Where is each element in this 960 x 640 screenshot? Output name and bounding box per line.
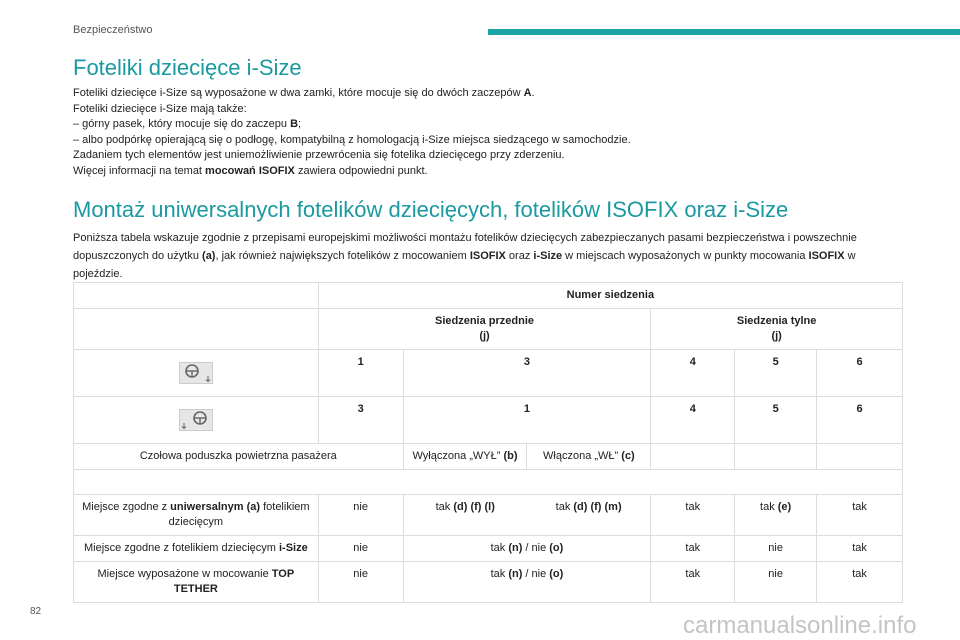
table-cell <box>74 350 319 397</box>
table-row <box>74 397 903 444</box>
table-cell <box>74 283 319 309</box>
front-seats-header: Siedzenia przednie (j) <box>318 309 651 350</box>
seat-number: 3 <box>318 397 403 444</box>
rear-seats-header: Siedzenia tylne (j) <box>651 309 903 350</box>
table-row <box>74 495 903 536</box>
table-cell: tak <box>817 536 903 562</box>
child-seat-table <box>73 282 903 603</box>
page-number: 82 <box>30 606 42 617</box>
section-title-isize: Foteliki dziecięce i-Size <box>73 55 302 80</box>
seat-number: 3 <box>403 350 651 397</box>
table-cell: tak (e) <box>735 495 817 536</box>
table-cell: tak <box>651 562 735 603</box>
table-row <box>74 309 903 350</box>
seat-number: 6 <box>817 397 903 444</box>
paragraph: Poniższa tabela wskazuje zgodnie z przepisami europejskimi możliwości montażu fotelików dziecięcych zabezpieczanych pasami bezpieczeństwa i powszechnie dopuszczonych do użytku (a), jak również największych fotelików z mocowaniem ISOFIX oraz i-Size w miejscach wyposażonych w punkty mocowania ISOFIX w pojeździe. <box>73 232 857 280</box>
table-cell: tak <box>651 495 735 536</box>
mounting-description <box>73 229 903 283</box>
table-cell: nie <box>318 562 403 603</box>
table-row <box>74 350 903 397</box>
section-accent-bar <box>488 29 960 35</box>
airbag-label: Czołowa poduszka powietrzna pasażera <box>74 444 404 470</box>
seat-number: 6 <box>817 350 903 397</box>
section-label: Bezpieczeństwo <box>73 24 153 36</box>
paragraph: Foteliki dziecięce i-Size są wyposażone w dwa zamki, które mocuje się do dwóch zaczepów A. <box>73 87 535 99</box>
table-row <box>74 444 903 470</box>
table-cell <box>74 397 319 444</box>
table-cell: tak <box>817 495 903 536</box>
row-label-universal: Miejsce zgodne z uniwersalnym (a) fotelikiem dziecięcym <box>74 495 319 536</box>
table-cell: tak (n) / nie (o) <box>403 536 651 562</box>
table-cell <box>74 309 319 350</box>
watermark: carmanualsonline.info <box>683 612 917 639</box>
table-cell <box>651 444 735 470</box>
table-row <box>74 562 903 603</box>
table-cell <box>817 444 903 470</box>
table-cell: tak (d) (f) (l) tak (d) (f) (m) <box>403 495 651 536</box>
paragraph: – górny pasek, który mocuje się do zaczepu B; <box>73 118 302 130</box>
seat-number: 4 <box>651 350 735 397</box>
isize-description <box>73 86 903 179</box>
airbag-off-cell: Wyłączona „WYŁ” (b) Włączona „WŁ” (c) <box>403 444 651 470</box>
paragraph: Foteliki dziecięce i-Size mają także: <box>73 102 247 115</box>
paragraph: – albo podpórkę opierającą się o podłogę, kompatybilną z homologacją i-Size miejsca siedzącego w samochodzie. <box>73 133 631 146</box>
table-cell <box>735 444 817 470</box>
table-cell: tak <box>817 562 903 603</box>
paragraph: Zadaniem tych elementów jest uniemożliwienie przewrócenia się fotelika dziecięcego przy zderzeniu. <box>73 149 565 161</box>
table-cell: nie <box>318 495 403 536</box>
seat-number: 5 <box>735 350 817 397</box>
table-row <box>74 536 903 562</box>
paragraph: Więcej informacji na temat mocowań ISOFIX zawiera odpowiedni punkt. <box>73 164 428 177</box>
seat-number: 1 <box>403 397 651 444</box>
table-cell: tak <box>651 536 735 562</box>
table-cell: nie <box>735 562 817 603</box>
row-label-top-tether: Miejsce wyposażone w mocowanie TOP TETHER <box>74 562 319 603</box>
seat-number: 1 <box>318 350 403 397</box>
table-row <box>74 283 903 309</box>
isofix-reference: mocowań ISOFIX <box>205 164 295 177</box>
table-cell: nie <box>318 536 403 562</box>
right-hand-drive-car-icon <box>179 409 213 431</box>
section-title-mounting: Montaż uniwersalnych fotelików dziecięcych, fotelików ISOFIX oraz i-Size <box>73 197 789 222</box>
table-cell: tak (n) / nie (o) <box>403 562 651 603</box>
seat-number: 4 <box>651 397 735 444</box>
table-spacer <box>74 470 903 495</box>
seat-number: 5 <box>735 397 817 444</box>
row-label-isize: Miejsce zgodne z fotelikiem dziecięcym i-Size <box>74 536 319 562</box>
table-cell: nie <box>735 536 817 562</box>
left-hand-drive-car-icon <box>179 362 213 384</box>
table-row <box>74 470 903 495</box>
seat-number-header: Numer siedzenia <box>318 283 902 309</box>
